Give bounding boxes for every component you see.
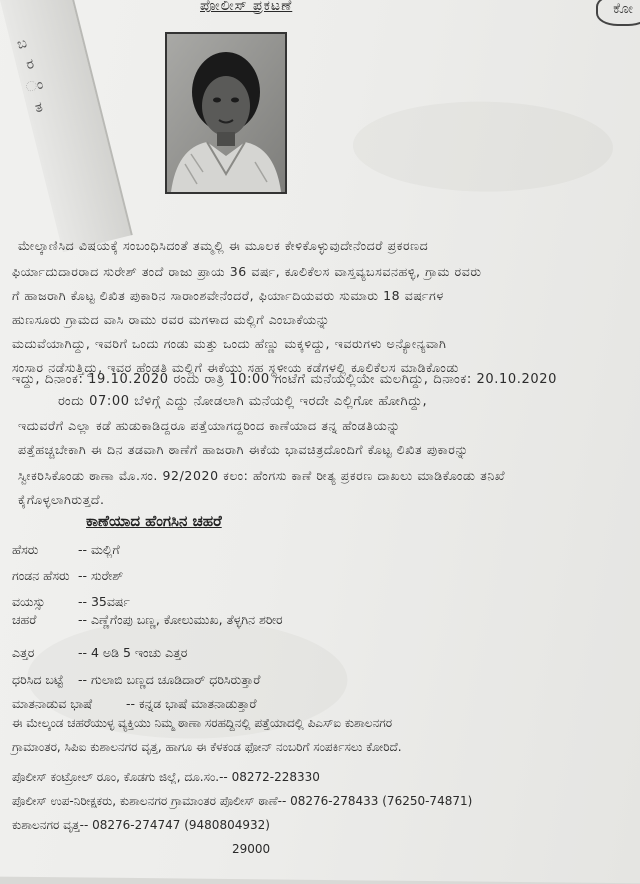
body-line: ಮದುವೆಯಾಗಿದ್ದು, ಇವರಿಗೆ ಒಂದು ಗಂಡು ಮತ್ತು ಒಂದು ಹೆಣ್ಣು ಮಕ್ಕಳಿದ್ದು, ಇವರುಗಳು ಅನ್ಯೋನ್ಯವಾಗಿ bbox=[12, 336, 447, 351]
field-label: ಮಾತನಾಡುವ ಭಾಷೆ bbox=[12, 696, 93, 711]
field-clothing bbox=[12, 672, 260, 688]
page-title: ಪೋಲೀಸ್ ಪ್ರಕಟಣೆ bbox=[200, 0, 293, 14]
person-photo-icon bbox=[167, 34, 285, 192]
body-line: ರಂದು 07:00 ಬೆಳಿಗ್ಗೆ ಎದ್ದು ನೋಡಲಾಗಿ ಮನೆಯಲ್ಲಿ ಇರದೇ ಎಲ್ಲಿಗೋ ಹೋಗಿದ್ದು, bbox=[58, 394, 428, 409]
field-value: -- ಕನ್ನಡ ಭಾಷೆ ಮಾತನಾಡುತ್ತಾರೆ bbox=[125, 696, 257, 711]
field-value: -- 35ವರ್ಷ bbox=[77, 594, 130, 609]
field-label: ಚಹರೆ bbox=[12, 612, 37, 627]
field-features bbox=[12, 612, 283, 628]
section-title: ಕಾಣೆಯಾದ ಹೆಂಗಸಿನ ಚಹರೆ bbox=[86, 512, 222, 530]
footer-line: ಈ ಮೇಲ್ಕಂಡ ಚಹರೆಯುಳ್ಳ ವ್ಯಕ್ತಿಯು ನಿಮ್ಮ ಠಾಣಾ ಸರಹದ್ದಿನಲ್ಲಿ ಪತ್ತೆಯಾದಲ್ಲಿ ಪಿಎಸ್ಐ ಕುಶಾಲನಗರ bbox=[12, 716, 393, 730]
body-line: ಕೈಗೊಳ್ಳಲಾಗಿರುತ್ತದೆ. bbox=[18, 492, 105, 507]
footer-line: 29000 bbox=[232, 842, 271, 856]
field-height bbox=[12, 645, 187, 661]
body-line: ಇದ್ದು, ದಿನಾಂಕ: 19.10.2020 ರಂದು ರಾತ್ರಿ 10:00 ಗಂಟೆಗೆ ಮನೆಯಲ್ಲಿಯೇ ಮಲಗಿದ್ದು, ದಿನಾಂಕ: 20.10.2020 bbox=[12, 372, 557, 387]
footer-line: ಗ್ರಾಮಾಂತರ, ಸಿಪಿಐ ಕುಶಾಲನಗರ ವೃತ್ತ, ಹಾಗೂ ಈ ಕೆಳಕಂಡ ಫೋನ್ ನಂಬರಿಗೆ ಸಂಪರ್ಕಿಸಲು ಕೋರಿದೆ. bbox=[12, 740, 402, 754]
field-value: -- ಗುಲಾಬಿ ಬಣ್ಣದ ಚೂಡಿದಾರ್ ಧರಿಸಿರುತ್ತಾರೆ bbox=[77, 672, 261, 687]
field-language bbox=[12, 696, 257, 712]
body-line: ಫಿರ್ಯಾದುದಾರರಾದ ಸುರೇಶ್ ತಂದೆ ರಾಜು ಪ್ರಾಯ 36 ವರ್ಷ, ಕೂಲಿಕೆಲಸ ವಾಸ್ತವ್ಯಬಸವನಹಳ್ಳಿ, ಗ್ರಾಮ ರವರು bbox=[12, 264, 482, 279]
field-label: ಧರಿಸಿದ ಬಟ್ಟೆ bbox=[12, 672, 64, 687]
body-line: ಸಂಸಾರ ನಡೆಸುತ್ತಿದ್ದು, ಇವರ ಹೆಂಡತಿ ಮಲ್ಲಿಗೆ ಈಕೆಯು ಸಹ ಸ್ಥಳೀಯ ಕಡೆಗಳಲ್ಲಿ ಕೂಲಿಕೆಲಸ ಮಾಡಿಕೊಂಡು bbox=[12, 360, 459, 375]
field-label: ವಯಸ್ಸು bbox=[12, 594, 46, 609]
underlying-mark: ಂ bbox=[24, 76, 45, 97]
corner-badge: ಕೋ bbox=[596, 0, 640, 26]
body-line: ಗೆ ಹಾಜರಾಗಿ ಕೊಟ್ಟ ಲಿಖಿತ ಪುಕಾರಿನ ಸಾರಾಂಶವೇನೆಂದರೆ, ಫಿರ್ಯಾದಿಯವರು ಸುಮಾರು 18 ವರ್ಷಗಳ bbox=[12, 288, 444, 303]
field-label: ಗಂಡನ ಹೆಸರು bbox=[12, 568, 70, 583]
field-name bbox=[12, 542, 120, 558]
body-line: ಪತ್ತೆಹಚ್ಚಬೇಕಾಗಿ ಈ ದಿನ ತಡವಾಗಿ ಠಾಣೆಗೆ ಹಾಜರಾಗಿ ಈಕೆಯ ಭಾವಚಿತ್ರದೊಂದಿಗೆ ಕೊಟ್ಟ ಲಿಖಿತ ಪುಕಾರನ್ನು bbox=[18, 442, 469, 457]
missing-person-photo bbox=[165, 32, 287, 194]
field-husband-name bbox=[12, 568, 123, 584]
footer-line: ಕುಶಾಲನಗರ ವೃತ್ತ-- 08276-274747 (9480804932) bbox=[12, 818, 270, 832]
underlying-mark: ರ bbox=[24, 55, 36, 74]
underlying-mark: ತ bbox=[33, 99, 45, 117]
body-line: ಹುಣಸೂರು ಗ್ರಾಮದ ವಾಸಿ ರಾಮು ರವರ ಮಗಳಾದ ಮಲ್ಲಿಗೆ ಎಂಬಾಕೆಯನ್ನು bbox=[12, 312, 330, 327]
body-line: ಸ್ವೀಕರಿಸಿಕೊಂಡು ಠಾಣಾ ಮೊ.ಸಂ. 92/2020 ಕಲಂ: ಹೆಂಗಸು ಕಾಣೆ ರೀತ್ಯ ಪ್ರಕರಣ ದಾಖಲು ಮಾಡಿಕೊಂಡು ತನಿಖೆ bbox=[18, 468, 506, 483]
field-age bbox=[12, 594, 130, 610]
field-value: -- ಮಲ್ಲಿಗೆ bbox=[77, 542, 120, 557]
body-line: ಮೇಲ್ಕಾಣಿಸಿದ ವಿಷಯಕ್ಕೆ ಸಂಬಂಧಿಸಿದಂತೆ ತಮ್ಮಲ್ಲಿ ಈ ಮೂಲಕ ಕೇಳಿಕೊಳ್ಳುವುದೇನೆಂದರೆ ಪ್ರಕರಣದ bbox=[18, 238, 429, 253]
body-line: ಇದುವರೆಗೆ ಎಲ್ಲಾ ಕಡೆ ಹುಡುಕಾಡಿದ್ದರೂ ಪತ್ತೆಯಾಗದ್ದರಿಂದ ಕಾಣೆಯಾದ ತನ್ನ ಹೆಂಡತಿಯನ್ನು bbox=[18, 418, 401, 433]
field-label: ಹೆಸರು bbox=[12, 542, 39, 557]
footer-line: ಪೊಲೀಸ್ ಉಪ-ನಿರೀಕ್ಷಕರು, ಕುಶಾಲನಗರ ಗ್ರಾಮಾಂತರ ಪೊಲೀಸ್ ಠಾಣೆ-- 08276-278433 (76250-74871) bbox=[12, 794, 473, 808]
field-value: -- 4 ಅಡಿ 5 ಇಂಚು ಎತ್ತರ bbox=[77, 645, 188, 660]
field-value: -- ಎಣ್ಣೆಗೆಂಪು ಬಣ್ಣ, ಕೋಲುಮುಖ, ತೆಳ್ಳಗಿನ ಶರೀರ bbox=[77, 612, 283, 627]
field-value: -- ಸುರೇಶ್ bbox=[77, 568, 124, 583]
underlying-mark: ಬ bbox=[15, 35, 29, 53]
field-label: ಎತ್ತರ bbox=[12, 645, 35, 660]
paper-smudge bbox=[353, 100, 614, 193]
footer-line: ಪೊಲೀಸ್ ಕಂಟ್ರೋಲ್ ರೂಂ, ಕೊಡಗು ಜಿಲ್ಲೆ, ದೂ.ಸಂ.-- 08272-228330 bbox=[12, 770, 320, 784]
